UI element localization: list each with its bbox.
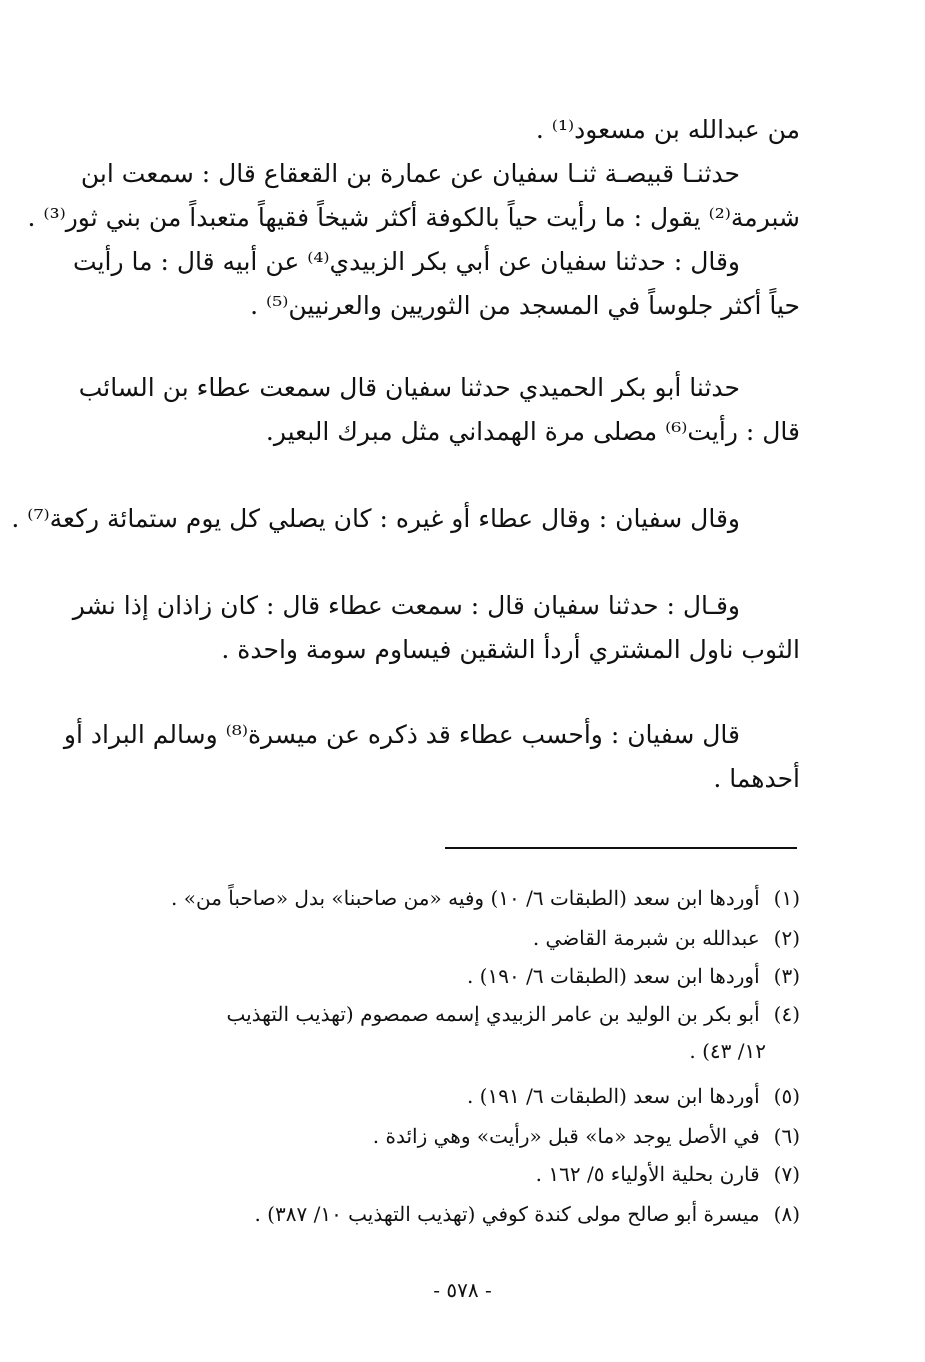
footnote-text: أوردها ابن سعد (الطبقات ٦/ ١٩١) .	[466, 1084, 760, 1108]
footnote-number: (٤)	[773, 1002, 800, 1026]
text-line: قال سفيان : وأحسب عطاء قد ذكره عن ميسرة⁽⁸⁾ وسالم البراد أو	[63, 720, 740, 749]
footnote-number: (٨)	[773, 1202, 800, 1226]
footnote-number: (٦)	[773, 1124, 800, 1148]
page-number: - ٥٧٨ -	[433, 1278, 492, 1302]
footnote-text: أوردها ابن سعد (الطبقات ٦/ ١٠) وفيه «من صاحبنا» بدل «صاحباً من» .	[171, 886, 760, 910]
footnote-text: أبو بكر بن الوليد بن عامر الزبيدي إسمه صمصوم (تهذيب التهذيب	[226, 1002, 760, 1026]
footnote-1	[100, 880, 800, 917]
paragraph-2	[27, 152, 800, 240]
paragraph-1	[100, 108, 800, 152]
paragraph-6	[72, 584, 800, 672]
footnote-2	[100, 920, 800, 957]
footnote-3	[100, 958, 800, 995]
footnote-continuation: ١٢/ ٤٣) .	[689, 1039, 766, 1063]
footnote-6	[100, 1118, 800, 1155]
text-line: الثوب ناول المشتري أردأ الشقين فيساوم سومة واحدة .	[221, 635, 800, 664]
paragraph-7	[63, 713, 800, 801]
footnote-text: ميسرة أبو صالح مولى كندة كوفي (تهذيب التهذيب ١٠/ ٣٨٧) .	[254, 1202, 760, 1226]
footnote-text: أوردها ابن سعد (الطبقات ٦/ ١٩٠) .	[466, 964, 760, 988]
text-line: وقال سفيان : وقال عطاء أو غيره : كان يصلي كل يوم ستمائة ركعة⁽⁷⁾ .	[11, 504, 740, 533]
footnote-text: عبدالله بن شبرمة القاضي .	[532, 926, 760, 950]
footnote-number: (٧)	[773, 1162, 800, 1186]
footnote-7	[100, 1156, 800, 1193]
footnote-5	[100, 1078, 800, 1115]
text-line: وقـال : حدثنا سفيان قال : سمعت عطاء قال : كان زاذان إذا نشر	[72, 591, 740, 620]
footnote-text: قارن بحلية الأولياء ٥/ ١٦٢ .	[535, 1162, 760, 1186]
footnote-number: (١)	[773, 886, 800, 910]
text-line: حدثنا أبو بكر الحميدي حدثنا سفيان قال سمعت عطاء بن السائب	[78, 373, 740, 402]
text-line: حياً أكثر جلوساً في المسجد من الثوريين والعرنيين⁽⁵⁾ .	[250, 291, 800, 320]
footnote-divider	[445, 847, 797, 849]
text-line: حدثنـا قبيصـة ثنـا سفيان عن عمارة بن القعقاع قال : سمعت ابن	[80, 159, 740, 188]
text-line: شبرمة⁽²⁾ يقول : ما رأيت حياً بالكوفة أكثر شيخاً فقيهاً متعبداً من بني ثور⁽³⁾ .	[27, 203, 800, 232]
text-line: وقال : حدثنا سفيان عن أبي بكر الزبيدي⁽⁴⁾ عن أبيه قال : ما رأيت	[73, 247, 740, 276]
text-line: قال : رأيت⁽⁶⁾ مصلى مرة الهمداني مثل مبرك البعير.	[265, 417, 800, 446]
paragraph-3	[73, 240, 800, 328]
text-line: أحدهما .	[713, 764, 800, 793]
text-line: من عبدالله بن مسعود⁽¹⁾ .	[535, 115, 800, 144]
footnote-4	[100, 996, 800, 1070]
footnote-text: في الأصل يوجد «ما» قبل «رأيت» وهي زائدة .	[372, 1124, 760, 1148]
paragraph-5	[11, 497, 800, 541]
footnote-number: (٣)	[773, 964, 800, 988]
footnote-8	[100, 1196, 800, 1233]
footnote-number: (٥)	[773, 1084, 800, 1108]
footnote-number: (٢)	[773, 926, 800, 950]
paragraph-4	[78, 366, 800, 454]
